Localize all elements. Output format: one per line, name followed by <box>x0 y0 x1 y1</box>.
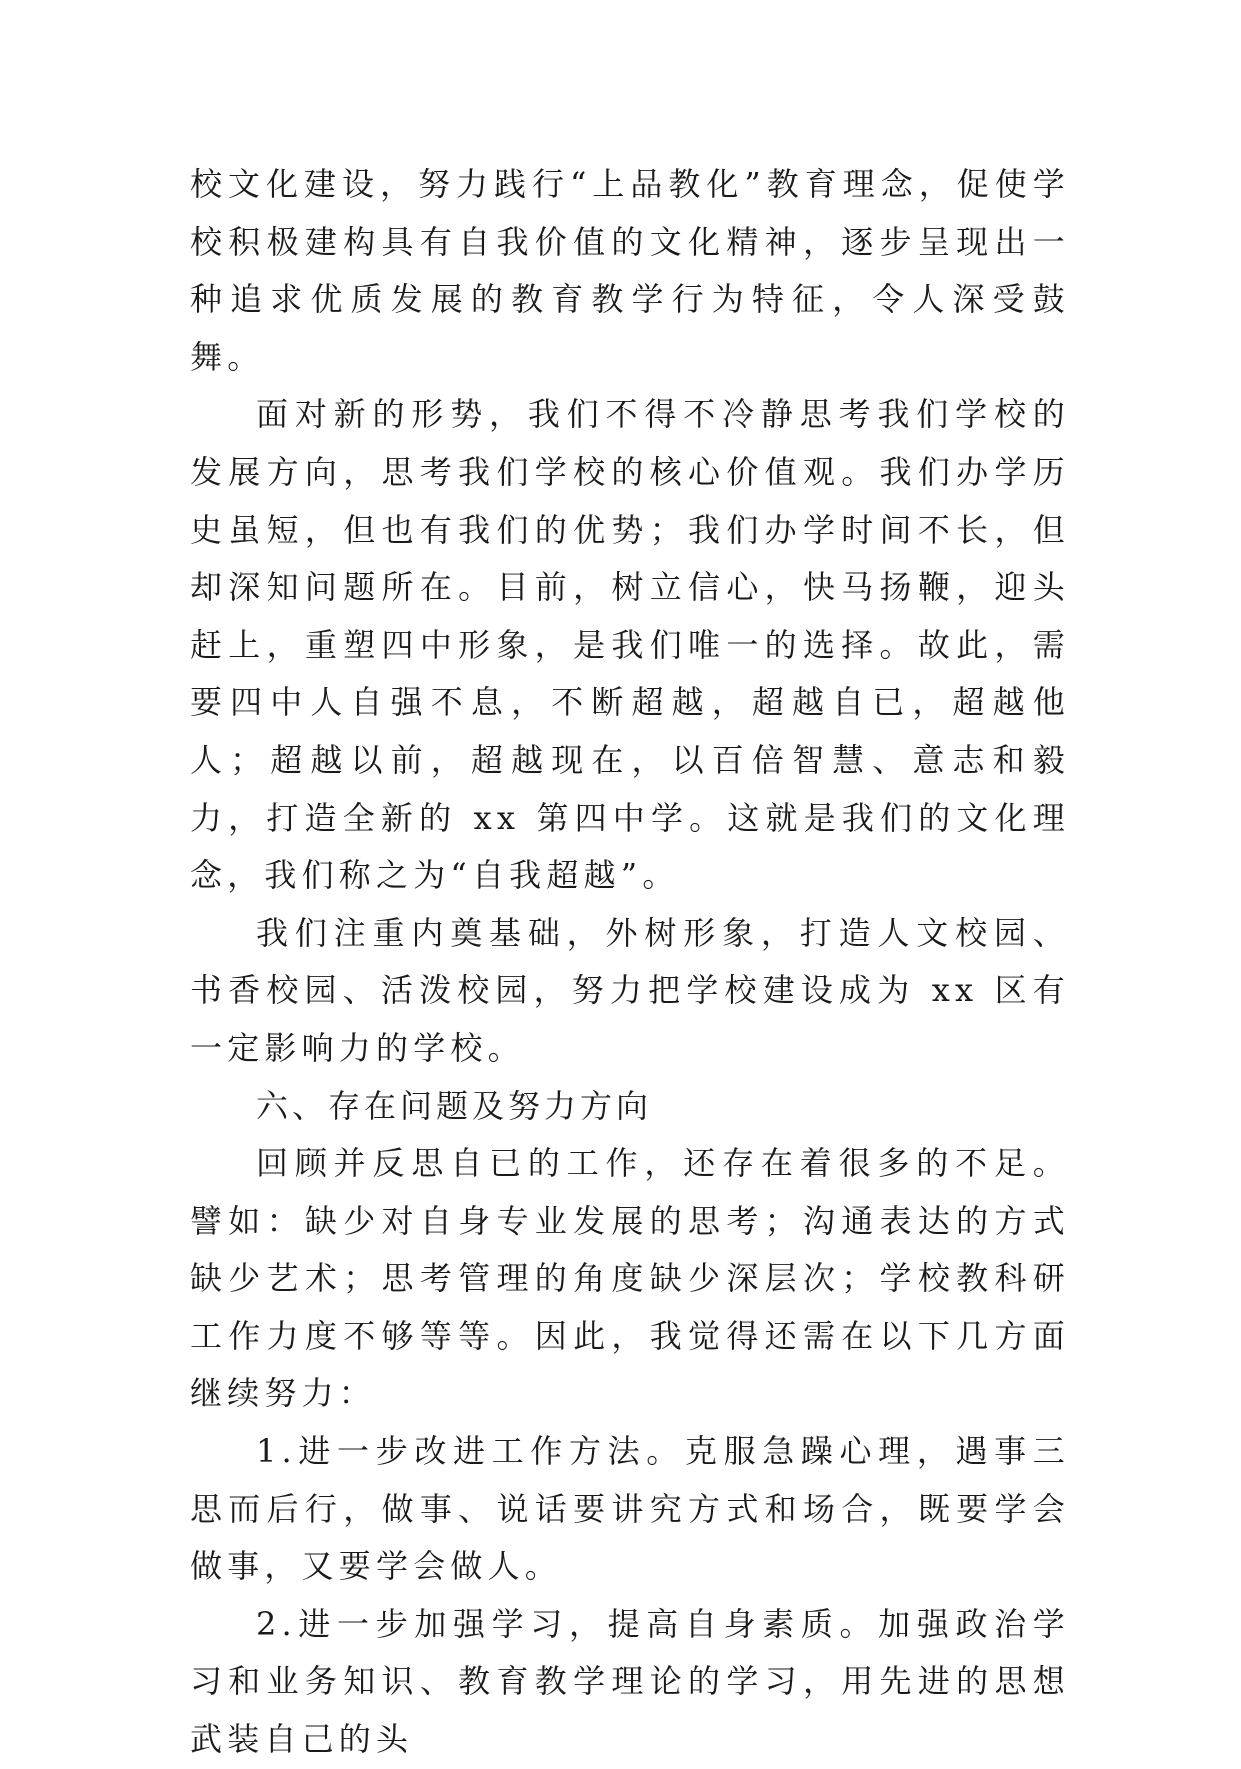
paragraph-item-1: 1.进一步改进工作方法。克服急躁心理，遇事三思而后行，做事、说话要讲究方式和场合，既要学会做事，又要学会做人。 <box>190 1432 1070 1586</box>
paragraph-new-situation: 面对新的形势，我们不得不冷静思考我们学校的发展方向，思考我们学校的核心价值观。我们办学历史虽短，但也有我们的优势；我们办学时间不长，但却深知问题所在。目前，树立信心，快马扬鞭，迎头赶上，重塑四中形象，是我们唯一的选择。故此，需要四中人自强不息，不断超越，超越自已，超越他人；超越以前，超越现在，以百倍智慧、意志和毅力，打造全新的 xx 第四中学。这就是我们的文化理念，我们称之为“自我超越”。 <box>190 395 1070 895</box>
paragraph-culture-continued: 校文化建设，努力践行“上品教化”教育理念，促使学校积极建构具有自我价值的文化精神，逐步呈现出一种追求优质发展的教育教学行为特征，令人深受鼓舞。 <box>190 165 1070 376</box>
paragraph-item-2: 2.进一步加强学习，提高自身素质。加强政治学习和业务知识、教育教学理论的学习，用先进的思想武装自己的头 <box>190 1604 1070 1759</box>
section-heading-problems: 六、存在问题及努力方向 <box>256 1086 653 1125</box>
paragraph-campus-building: 我们注重内奠基础，外树形象，打造人文校园、书香校园、活泼校园，努力把学校建设成为 xx 区有一定影响力的学校。 <box>190 913 1070 1067</box>
paragraph-reflection: 回顾并反思自已的工作，还存在着很多的不足。譬如：缺少对自身专业发展的思考；沟通表达的方式缺少艺术；思考管理的角度缺少深层次；学校教科研工作力度不够等等。因此，我觉得还需在以下几方面继续努力： <box>190 1144 1070 1413</box>
document-body <box>190 156 1070 1769</box>
